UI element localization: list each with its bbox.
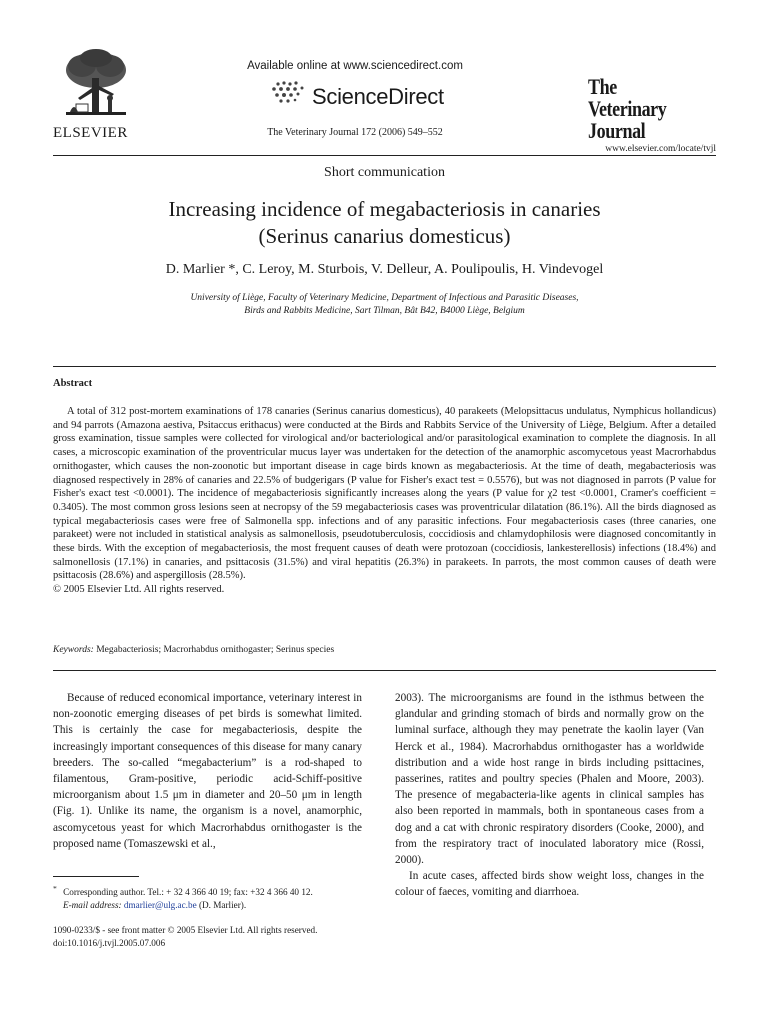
- body-paragraph-2: 2003). The microorganisms are found in the isthmus between the glandular and grinding stomach of birds and normally grow on the luminal surface, although they may penetrate the kaolin layer (Van Herck et al., 1984). Macrorhabdus ornithogaster has a worldwide distribution and a wide host range in birds including psittacines, passerines, ratites and poultry species (Phalen and Moore, 2003). The presence of megabacteria-like agents in clinical samples has also been reported in mammals, both in spontaneous cases from a dog and a cat with chronic respiratory disorders (Cooke, 2000), and from the respiratory tract of inoculated laboratory mice (Rossi, 2000).: [395, 692, 704, 867]
- journal-logo-line1: The: [588, 74, 617, 99]
- available-online-text[interactable]: Available online at www.sciencedirect.com: [247, 60, 463, 72]
- section-type: Short communication: [324, 165, 445, 180]
- elsevier-tree-logo: [56, 48, 136, 124]
- abstract-top-rule: [53, 366, 716, 367]
- body-right-column: [395, 690, 704, 901]
- footnote-line-2: [53, 899, 373, 912]
- email-link[interactable]: dmarlier@ulg.ac.be: [123, 900, 197, 911]
- body-left-column: [53, 690, 362, 852]
- journal-url[interactable]: www.elsevier.com/locate/tvjl: [605, 144, 716, 154]
- sciencedirect-wordmark: ScienceDirect: [312, 84, 444, 109]
- abstract-heading: Abstract: [53, 378, 93, 389]
- journal-citation: The Veterinary Journal 172 (2006) 549–552: [267, 127, 443, 138]
- journal-logo-line2: Veterinary Journal: [588, 96, 667, 143]
- abstract-body: [53, 405, 716, 597]
- body-paragraph-1: Because of reduced economical importance, veterinary interest in non-zoonotic emerging diseases of pet birds is somewhat limited. This is certainly the case for megabacteriosis, despite the increasingly important consequences of this disease for many canary breeders. The so-called “megabacterium” is a rod-shaped to filamentous, Gram-positive, periodic acid-Schiff-positive microorganism about 1.5 μm in diameter and 20–50 μm in length (Fig. 1). Unlike its name, the organism is a novel, anamorphic, ascomycetous yeast for which Macrorhabdus ornithogaster is the proposed name (Tomaszewski et al.,: [53, 692, 362, 850]
- body-paragraph-3: In acute cases, affected birds show weight loss, changes in the colour of faeces, vomiting and diarrhoea.: [395, 870, 704, 899]
- doi-line[interactable]: doi:10.1016/j.tvjl.2005.07.006: [53, 938, 166, 948]
- footnote-rule: [53, 876, 139, 877]
- title-line-2: (Serinus canarius domesticus): [258, 224, 511, 248]
- abstract-bottom-rule: [53, 670, 716, 671]
- footnote-corresponding: Corresponding author. Tel.: + 32 4 366 40 19; fax: +32 4 366 40 12.: [63, 887, 313, 898]
- abstract-copyright: © 2005 Elsevier Ltd. All rights reserved.: [53, 584, 225, 596]
- affiliation-line-1: University of Liège, Faculty of Veterinary Medicine, Department of Infectious and Parasitic Diseases,: [190, 293, 579, 303]
- article-title: [53, 196, 716, 250]
- keywords-label: Keywords:: [53, 645, 94, 655]
- title-line-1: Increasing incidence of megabacteriosis in canaries: [168, 197, 601, 221]
- corresponding-author-footnote: [53, 882, 373, 912]
- footnote-marker: *: [53, 884, 57, 893]
- issn-line: 1090-0233/$ - see front matter © 2005 Elsevier Ltd. All rights reserved.: [53, 925, 318, 935]
- affiliation: [53, 292, 716, 318]
- header-rule: [53, 155, 716, 156]
- abstract-text: A total of 312 post-mortem examinations of 178 canaries (Serinus canarius domesticus), 40 parakeets (Melopsittacus undulatus, Nymphicus hollandicus) and 94 parrots (Amazona aestiva, Psitaccus erithacus) were conducted at the Birds and Rabbits Service of the University of Liège, Belgium. After a detailed gross examination, tissue samples were collected for virological and/or bacteriological and/or parasitological examination to complete the diagnosis. In all cases, a microscopic examination of the proventricular mucus layer was undertaken for the detection of the anamorphic ascomycetous yeast Macrorhabdus ornithogaster, which causes the non-zoonotic but important disease in cage birds known as megabacteriosis. At the time of death, megabacteriosis was diagnosed respectively in 28% of canaries and 22.5% of budgerigars (P value for Fisher's exact test = 0.5576), but was not diagnosed in parrots (P value for Fisher's exact test <0.0001). The incidence of megabacteriosis significantly increases along the years (P value for χ2 test <0.0001, Cramer's coefficient = 0.3405). The most common gross lesions seen at necropsy of the 59 megabacteriosis cases was proventricular dilatation (86.1%). All the birds diagnosed as typical megabacteriosis cases were free of Salmonella spp. infections and of any parasitic infections. Four megabacteriosis cases (three canaries, one parakeet) were not included in statistical analysis as salmonellosis, pseudotuberculosis, coccidiosis and chlamydophilosis were diagnosed concomitantly in these birds. With the exception of megabacteriosis, the most frequent causes of death were protozoan (coccidiosis, lankesterellosis) infections (18.4%) and salmonellosis (17.1%) in canaries, and psittacosis (31.5%) and viral hepatitis (26.3%) in parakeets. In parrots, the most common causes of death were psittacosis (28.6%) and aspergillosis (28.5%).: [53, 406, 716, 582]
- email-suffix: (D. Marlier).: [198, 900, 247, 911]
- publisher-name: ELSEVIER: [53, 125, 128, 141]
- footnote-line-1: [53, 882, 373, 899]
- sciencedirect-dots-logo: [268, 80, 310, 106]
- journal-logo: [588, 76, 718, 142]
- author-list: D. Marlier *, C. Leroy, M. Sturbois, V. Delleur, A. Poulipoulis, H. Vindevogel: [165, 262, 604, 277]
- affiliation-line-2: Birds and Rabbits Medicine, Sart Tilman, Bât B42, B4000 Liège, Belgium: [244, 306, 525, 316]
- email-label: E-mail address:: [63, 900, 122, 911]
- keywords-list: Megabacteriosis; Macrorhabdus ornithogaster; Serinus species: [96, 645, 335, 655]
- front-matter: [53, 924, 453, 950]
- keywords: [53, 645, 716, 655]
